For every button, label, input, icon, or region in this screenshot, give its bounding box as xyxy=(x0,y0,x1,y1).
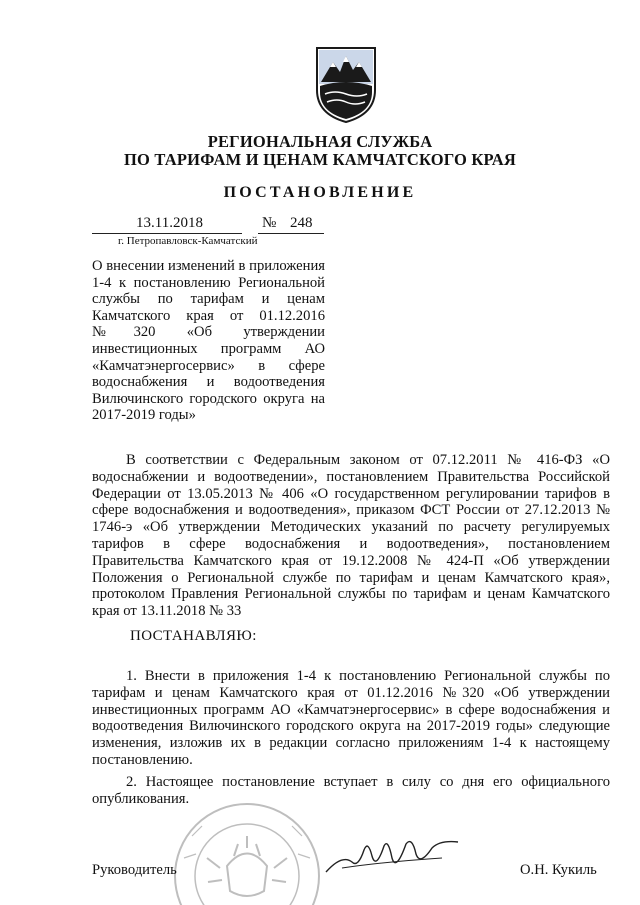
organization-name-line2: ПО ТАРИФАМ И ЦЕНАМ КАМЧАТСКОГО КРАЯ xyxy=(124,150,516,169)
document-subject: О внесении изменений в приложения 1-4 к постановлению Региональной службы по тарифам и ценам Камчатского края от 01.12.2016 №320 «Об утверждении инвестиционных программ АО «Камчатэнергосервис» в сфере водоснабжения и водоотведения Вилючинского городского округа на 2017-2019 годы» xyxy=(92,258,325,424)
signatory-role: Руководитель xyxy=(92,862,177,878)
handwritten-signature-icon xyxy=(322,832,462,882)
resolve-heading: ПОСТАНАВЛЯЮ: xyxy=(130,628,257,644)
official-stamp-icon xyxy=(172,796,322,905)
number-underline xyxy=(258,233,324,234)
document-date: 13.11.2018 xyxy=(136,215,203,231)
date-underline xyxy=(92,233,242,234)
resolution-item-1: 1. Внести в приложения 1-4 к постановлению Региональной службы по тарифам и ценам Камчатского края от 01.12.2016 №320 «Об утверждении инвестиционных программ АО «Камчатэнергосервис» в сфере водоснабжения и водоотведения Вилючинского городского округа на 2017-2019 годы» следующие изменения, изложив их в редакции согласно приложениям 1-4 к настоящему постановлению. xyxy=(92,668,610,768)
legal-basis-paragraph: В соответствии с Федеральным законом от 07.12.2011 № 416-ФЗ «О водоснабжении и водоотведении», постановлением Правительства Российской Федерации от 13.05.2013 № 406 «О государственном регулировании тарифов в сфере водоснабжения и водоотведения», приказом ФСТ России от 27.12.2013 № 1746-э «Об утверждении Методических указаний по расчету регулируемых тарифов в сфере водоснабжения и водоотведения», постановлением Правительства Камчатского края от 19.12.2008 № 424-П «Об утверждении Положения о Региональной службе по тарифам и ценам Камчатского края», протоколом Правления Региональной службы по тарифам и ценам Камчатского края от 13.11.2018 № 33 xyxy=(92,452,610,620)
document-type-title: ПОСТАНОВЛЕНИЕ xyxy=(223,184,417,201)
document-number: 248 xyxy=(290,215,313,231)
resolution-item-2: 2. Настоящее постановление вступает в силу со дня его официального опубликования. xyxy=(92,774,610,807)
document-city: г. Петропавловск-Камчатский xyxy=(118,235,258,247)
number-sign: № xyxy=(262,215,277,231)
organization-name-line1: РЕГИОНАЛЬНАЯ СЛУЖБА xyxy=(207,132,433,151)
coat-of-arms-icon xyxy=(313,42,379,124)
signatory-name: О.Н. Кукиль xyxy=(520,862,597,878)
